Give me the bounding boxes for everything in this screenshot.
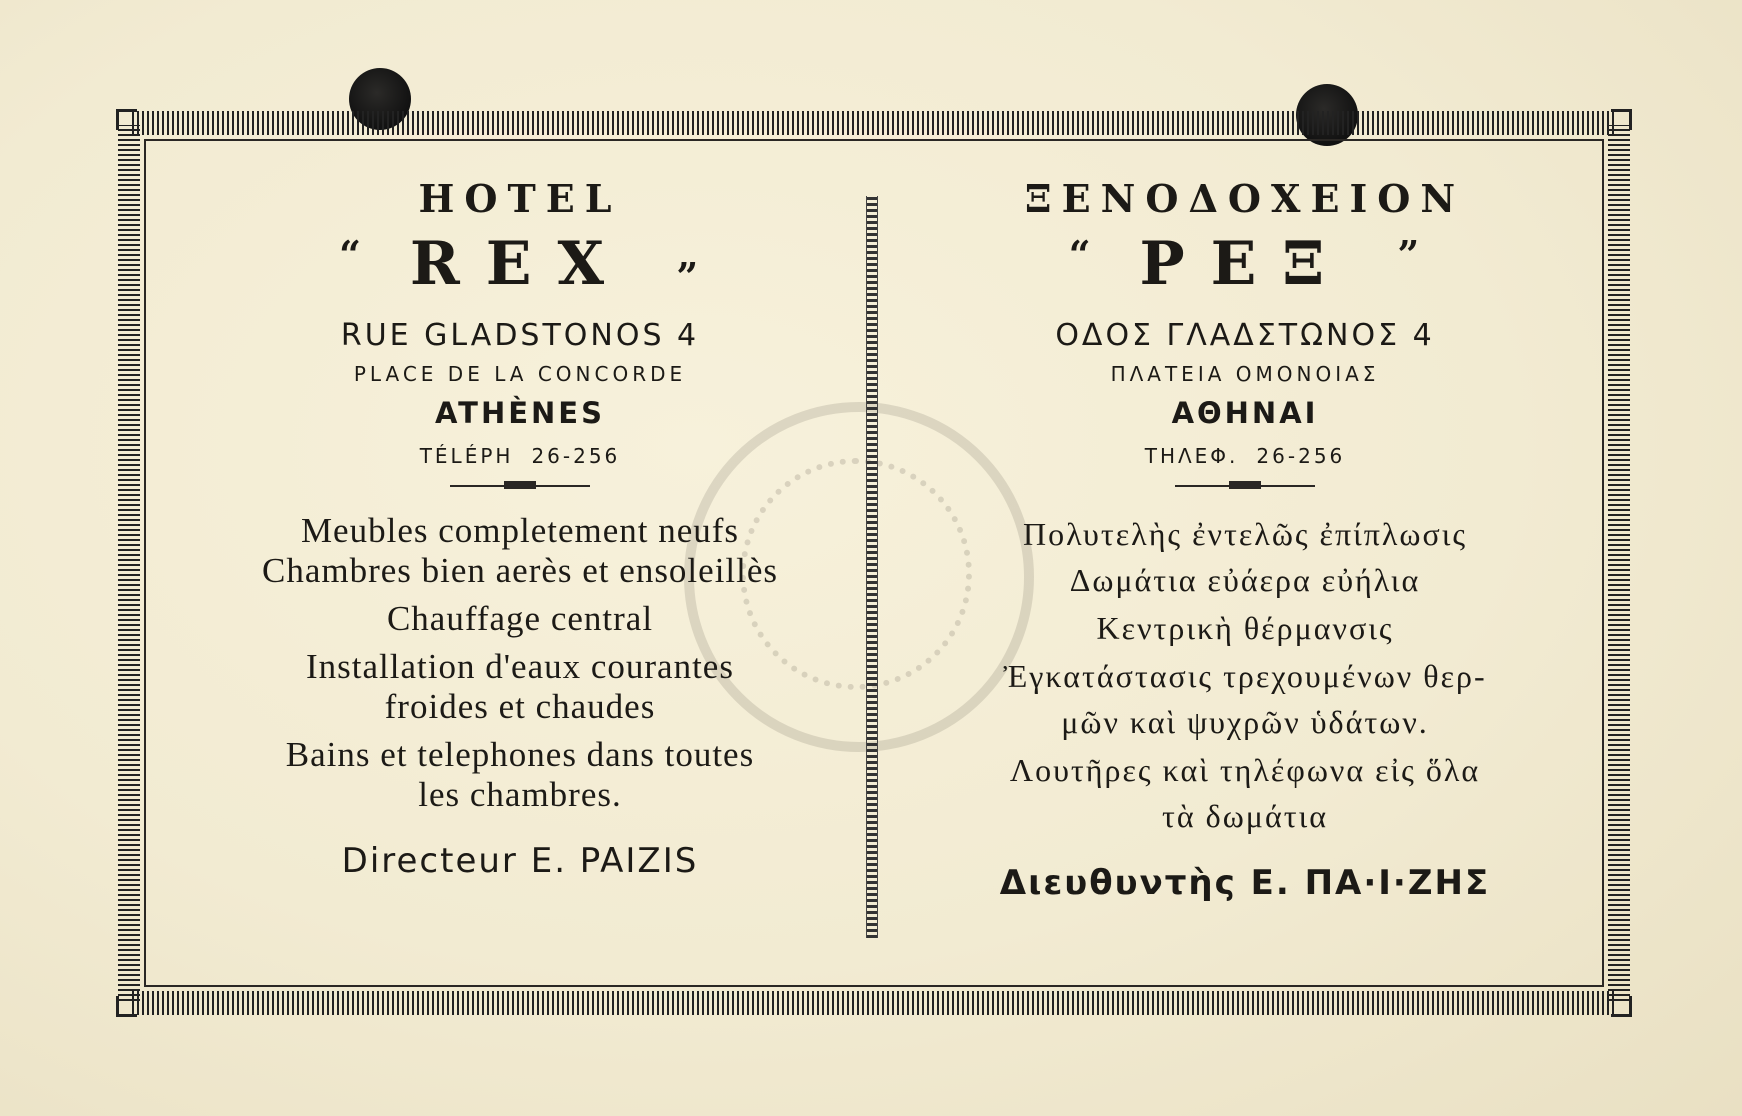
hotel-heading: HOTEL (418, 176, 622, 221)
feature-item: Λουτῆρες καὶ τηλέφωνα εἰς ὅλα τὰ δωμάτια (1009, 752, 1481, 834)
greek-column (888, 176, 1602, 903)
feature-item: Bains et telephones dans toutes les chambres. (285, 735, 755, 814)
phone-number: 26-256 (1256, 444, 1346, 468)
frame-corner (116, 109, 137, 130)
phone-label: TÉLÉPH (419, 444, 514, 468)
street-address: RUE GLADSTONOS 4 (340, 318, 700, 353)
open-quote: “ (339, 232, 364, 277)
phone-number: 26-256 (531, 444, 621, 468)
hotel-name-text: REX (409, 229, 631, 299)
frame-band-right (1608, 125, 1630, 1001)
feature-item: Chauffage central (386, 599, 654, 638)
feature-item: Ἐγκατάστασις τρεχουμένων θερ- μῶν καὶ ψυχρῶν ὑδάτων. (1003, 658, 1487, 740)
ornamental-rule (1175, 484, 1315, 487)
frame-band-bottom (132, 991, 1616, 1015)
phone-line (888, 444, 1602, 474)
french-column (180, 176, 860, 881)
frame-corner (1611, 109, 1632, 130)
feature-item: Πολυτελὴς ἐντελῶς ἐπίπλωσις Δωμάτια εὐάερα εὐήλια (1022, 516, 1468, 598)
feature-item: Installation d'eaux courantes froides et chaudes (306, 647, 734, 726)
ornamental-rule (450, 484, 590, 487)
city-name: ΑΘΗΝΑΙ (1171, 396, 1319, 430)
frame-band-left (118, 125, 140, 1001)
phone-label: ΤΗΛΕΦ. (1144, 444, 1239, 468)
feature-item: Κεντρικὴ θέρμανσις (1096, 610, 1394, 646)
city-name: ATHÈNES (434, 396, 606, 430)
square-name: PLACE DE LA CONCORDE (353, 362, 687, 386)
director-line: Διευθυντὴς Ε. ΠΑ·Ι·ΖΗΣ (999, 863, 1491, 903)
hotel-name (180, 229, 860, 316)
feature-item: Meubles completement neufs Chambres bien aerès et ensoleillès (261, 511, 779, 590)
features-list (888, 511, 1602, 839)
open-quote: “ (1068, 232, 1093, 277)
hotel-name (888, 229, 1602, 316)
close-quote: „ (676, 232, 701, 277)
director-line: Directeur E. PAIZIS (341, 841, 699, 881)
close-quote: ” (1397, 232, 1422, 277)
frame-band-top (132, 111, 1616, 135)
phone-line (180, 444, 860, 474)
square-name: ΠΛΑΤΕΙΑ ΟΜΟΝΟΙΑΣ (1110, 362, 1380, 386)
frame-corner (1611, 996, 1632, 1017)
features-list (180, 511, 860, 815)
hotel-name-text: ΡΕΞ (1139, 229, 1351, 299)
hotel-heading: ΞΕΝΟΔΟΧΕΙΟΝ (1024, 176, 1466, 221)
column-divider (866, 196, 878, 938)
street-address: ΟΔΟΣ ΓΛΑΔΣΤΩΝΟΣ 4 (1055, 318, 1435, 353)
frame-corner (116, 996, 137, 1017)
